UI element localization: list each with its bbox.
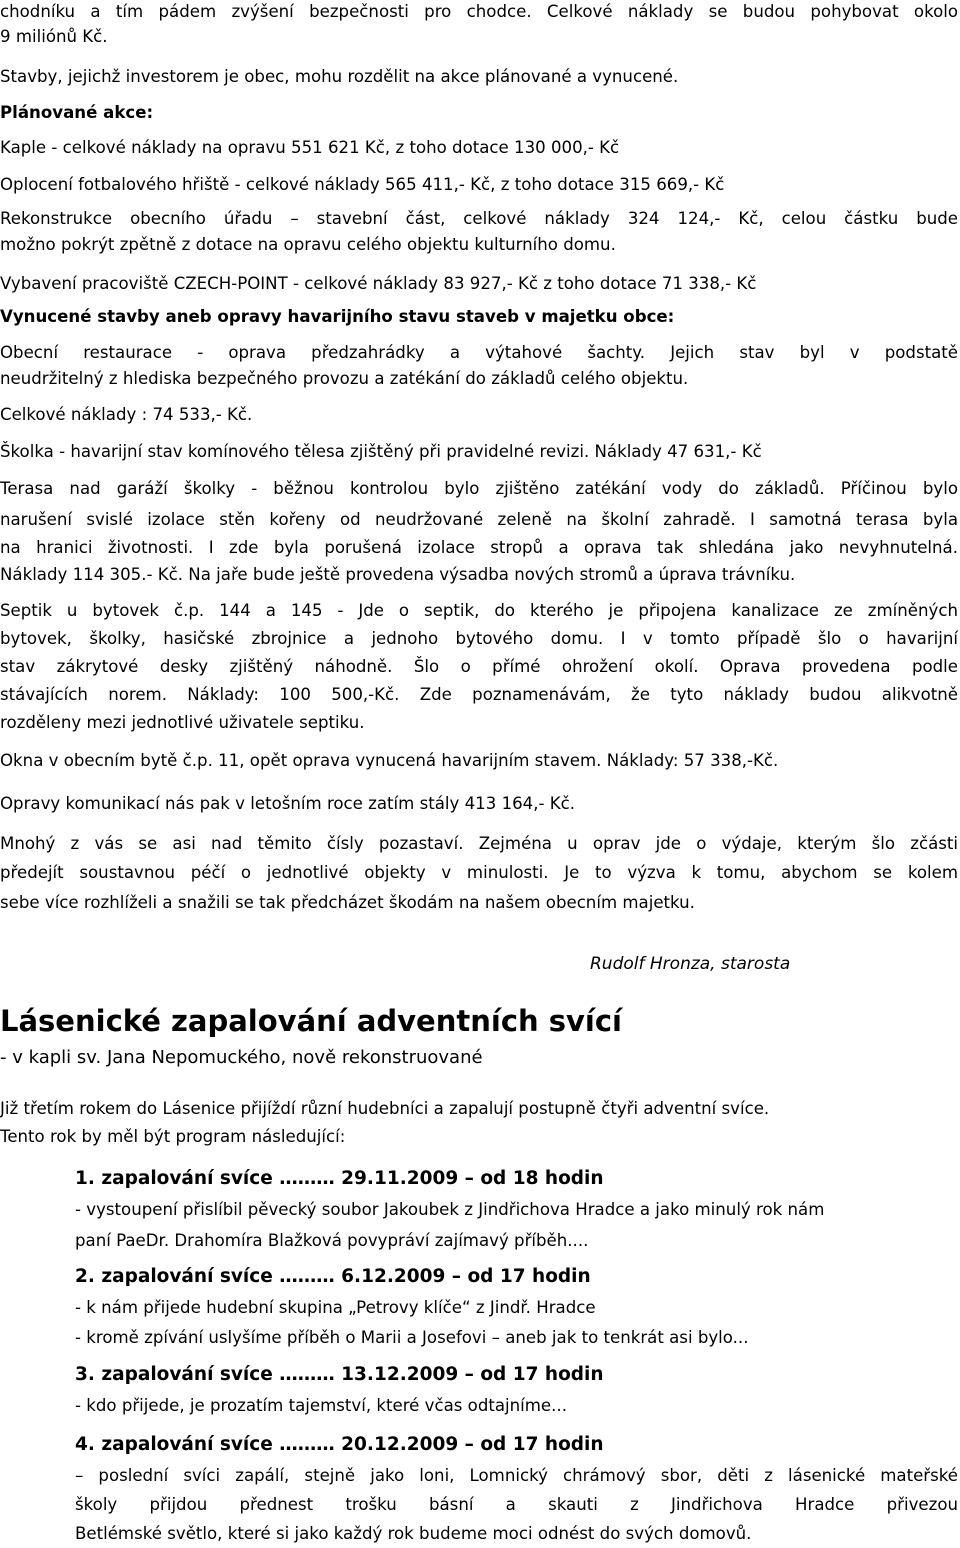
event-heading: 1. zapalování svíce ……… 29.11.2009 – od 18 hodin — [75, 1168, 604, 1189]
intro-line: Již třetím rokem do Lásenice přijíždí různí hudebníci a zapalují postupně čtyři adventní svíce. — [0, 1099, 770, 1118]
event-detail: – poslední svíci zapálí, stejně jako loni, Lomnický chrámový sbor, děti z lásenické mateřské — [75, 1466, 958, 1485]
paragraph-line: Školka - havarijní stav komínového tělesa zjištěný při pravidelné revizi. Náklady 47 631,- Kč — [0, 442, 762, 461]
section-heading-forced: Vynucené stavby aneb opravy havarijního stavu staveb v majetku obce: — [0, 307, 675, 326]
paragraph-line: stav zákrytové desky zjištěný náhodně. Šlo o přímé ohrožení okolí. Oprava provedena podle — [0, 657, 958, 676]
paragraph-line: Opravy komunikací nás pak v letošním roce zatím stály 413 164,- Kč. — [0, 794, 576, 813]
event-heading: 4. zapalování svíce ……… 20.12.2009 – od 17 hodin — [75, 1434, 604, 1455]
paragraph-line: bytovek, školky, hasičské zbrojnice a jednoho bytového domu. I v tomto případě šlo o havarijní — [0, 629, 958, 648]
article-subtitle: - v kapli sv. Jana Nepomuckého, nově rekonstruované — [0, 1047, 483, 1068]
paragraph-line: sebe více rozhlíželi a snažili se tak předcházet škodám na našem obecním majetku. — [0, 893, 695, 912]
paragraph-line: Oplocení fotbalového hřiště - celkové náklady 565 411,- Kč, z toho dotace 315 669,- Kč — [0, 175, 725, 194]
paragraph-line: Kaple - celkové náklady na opravu 551 621 Kč, z toho dotace 130 000,- Kč — [0, 138, 620, 157]
paragraph-line: Celkové náklady : 74 533,- Kč. — [0, 405, 253, 424]
article-title: Lásenické zapalování adventních svící — [0, 1004, 622, 1038]
paragraph-line: Vybavení pracoviště CZECH-POINT - celkové náklady 83 927,- Kč z toho dotace 71 338,- Kč — [0, 274, 757, 293]
section-heading-planned: Plánované akce: — [0, 103, 154, 122]
paragraph-line: stávajících norem. Náklady: 100 500,-Kč. Zde poznamenávám, že tyto náklady budou alikvotně — [0, 685, 958, 704]
paragraph-line: předejít soustavnou péčí o jednotlivé objekty v minulosti. Je to výzva k tomu, abychom se kolem — [0, 863, 958, 882]
event-detail: - kromě zpívání uslyšíme příběh o Marii a Josefovi – aneb jak to tenkrát asi bylo... — [75, 1328, 749, 1347]
event-detail: - kdo přijede, je prozatím tajemství, které včas odtajníme... — [75, 1396, 567, 1415]
paragraph-line: Rekonstrukce obecního úřadu – stavební část, celkové náklady 324 124,- Kč, celou částku bude — [0, 209, 958, 228]
paragraph-line: na hranici životnosti. I zde byla porušená izolace stropů a oprava tak shledána jako nevyhnutelná. — [0, 538, 958, 557]
paragraph-line: Mnohý z vás se asi nad těmito čísly pozastaví. Zejména u oprav jde o výdaje, kterým šlo zčásti — [0, 834, 958, 853]
event-heading: 3. zapalování svíce ……… 13.12.2009 – od 17 hodin — [75, 1364, 604, 1385]
paragraph-line: Okna v obecním bytě č.p. 11, opět oprava vynucená havarijním stavem. Náklady: 57 338,-Kč. — [0, 751, 779, 770]
paragraph-line: 9 miliónů Kč. — [0, 27, 108, 46]
event-detail: Betlémské světlo, které si jako každý rok budeme moci odnést do svých domovů. — [75, 1524, 752, 1543]
event-heading: 2. zapalování svíce ……… 6.12.2009 – od 17 hodin — [75, 1266, 591, 1287]
paragraph-line: narušení svislé izolace stěn kořeny od neudržované zeleně na školní zahradě. I samotná terasa byla — [0, 510, 958, 529]
intro-line: Tento rok by měl být program následující: — [0, 1127, 346, 1146]
event-detail: - vystoupení přislíbil pěvecký soubor Jakoubek z Jindřichova Hradce a jako minulý rok nám — [75, 1200, 825, 1219]
paragraph-line: neudržitelný z hlediska bezpečného provozu a zatékání do základů celého objektu. — [0, 369, 689, 388]
paragraph-line: Stavby, jejichž investorem je obec, mohu rozdělit na akce plánované a vynucené. — [0, 67, 679, 86]
event-detail: - k nám přijede hudební skupina „Petrovy klíče“ z Jindř. Hradce — [75, 1298, 596, 1317]
paragraph-line: Náklady 114 305.- Kč. Na jaře bude ještě provedena výsadba nových stromů a úprava trávníku. — [0, 565, 796, 584]
paragraph-line: Terasa nad garáží školky - běžnou kontrolou bylo zjištěno zatékání vody do základů. Příčinou bylo — [0, 479, 958, 498]
paragraph-line: Obecní restaurace - oprava předzahrádky a výtahové šachty. Jejich stav byl v podstatě — [0, 343, 958, 362]
author-signature: Rudolf Hronza, starosta — [590, 954, 791, 974]
paragraph-line: rozděleny mezi jednotlivé uživatele septiku. — [0, 713, 365, 732]
event-detail: paní PaeDr. Drahomíra Blažková povypráví zajímavý příběh.... — [75, 1231, 589, 1250]
paragraph-line: Septik u bytovek č.p. 144 a 145 - Jde o septik, do kterého je připojena kanalizace ze zmíněných — [0, 601, 958, 620]
paragraph-line: chodníku a tím pádem zvýšení bezpečnosti pro chodce. Celkové náklady se budou pohybovat okolo — [0, 2, 958, 21]
event-detail: školy přijdou přednest trošku básní a skauti z Jindřichova Hradce přivezou — [75, 1495, 958, 1514]
paragraph-line: možno pokrýt zpětně z dotace na opravu celého objektu kulturního domu. — [0, 235, 616, 254]
